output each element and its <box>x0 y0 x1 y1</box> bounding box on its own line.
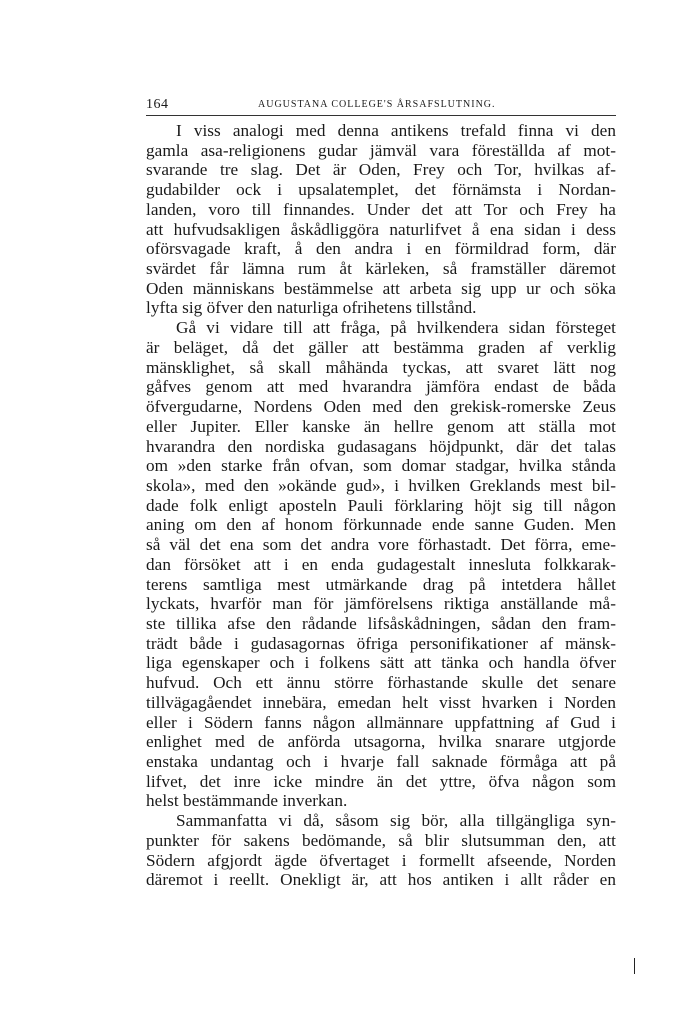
text-line: eller Jupiter. Eller kanske än hellre genom att ställa mot <box>146 416 616 436</box>
text-line: mänsklighet, så skall måhända tyckas, att svaret lätt nog <box>146 357 616 377</box>
text-line: ste tillika afse den rådande lifsåskådningen, sådan den fram- <box>146 613 616 633</box>
text-line: är beläget, då det gäller att bestämma graden af verklig <box>146 337 616 357</box>
text-line: trädt både i gudasagornas öfriga personifikationer af mänsk- <box>146 633 616 653</box>
text-line: gamla asa-religionens gudar jämväl vara föreställda af mot- <box>146 140 616 160</box>
text-line: Södern afgjordt ägde öfvertaget i formellt afseende, Norden <box>146 850 616 870</box>
page-header <box>146 97 616 116</box>
page-number: 164 <box>146 97 169 112</box>
text-line: liga egenskaper och i folkens sätt att tänka och handla öfver <box>146 653 616 673</box>
text-line: enstaka undantag och i hvarje fall saknade förmåga att på <box>146 752 616 771</box>
text-line: helst bestämmande inverkan. <box>146 791 348 811</box>
text-line: punkter för sakens bedömande, så blir slutsumman den, att <box>146 830 616 850</box>
text-line: gudabilder ock i upsalatemplet, det förnämsta i Nordan- <box>146 180 616 200</box>
text-line: om »den starke från ofvan, som domar stadgar, hvilka stånda <box>146 456 616 476</box>
text-line: Oden människans bestämmelse att arbeta sig upp ur och söka <box>146 278 616 298</box>
text-line: så väl det ena som det andra vore förhastadt. Det förra, eme- <box>146 535 616 555</box>
text-line: skola», med den »okände gud», i hvilken Greklands mest bil- <box>146 475 616 495</box>
text-line: lifvet, det inre icke mindre än det yttre, öfva någon som <box>146 771 616 791</box>
text-line: I viss analogi med denna antikens trefald finna vi den <box>176 121 616 140</box>
text-line: gåfves genom att med hvarandra jämföra endast de båda <box>146 377 616 397</box>
text-line: svärdet får lämna rum åt kärleken, så framställer däremot <box>146 259 616 279</box>
text-line: dade folk enligt aposteln Pauli förklaring höjt sig till någon <box>146 495 616 515</box>
running-title: AUGUSTANA COLLEGE'S ÅRSAFSLUTNING. <box>258 99 496 110</box>
text-line: eller i Södern fanns någon allmännare uppfattning af Gud i <box>146 712 616 732</box>
text-line: oförsvagade kraft, å den andra i en förmildrad form, där <box>146 239 616 259</box>
text-line: lyckats, hvarför man för jämförelsens riktiga anställande må- <box>146 594 616 614</box>
text-line: landen, voro till finnandes. Under det att Tor och Frey ha <box>146 199 616 219</box>
text-line: att hufvudsakligen åskådliggöra naturlifvet å ena sidan i dess <box>146 219 616 239</box>
text-line: Gå vi vidare till att fråga, på hvilkendera sidan försteget <box>176 318 616 338</box>
text-line: lyfta sig öfver den naturliga ofrihetens tillstånd. <box>146 298 477 318</box>
text-line: dan försöket att i en enda gudagestalt innesluta folkkarak- <box>146 554 616 574</box>
text-line: öfvergudarne, Nordens Oden med den grekisk-romerske Zeus <box>146 397 616 417</box>
text-line: terens samtliga mest utmärkande drag på intetdera hållet <box>146 574 616 594</box>
text-line: enlighet med de anförda utsagorna, hvilka snarare utgjorde <box>146 732 616 752</box>
text-line: däremot i reellt. Onekligt är, att hos antiken i allt råder en <box>146 870 616 890</box>
text-line: svarande tre slag. Det är Oden, Frey och Tor, hvilkas af- <box>146 160 616 180</box>
body-text <box>146 121 616 890</box>
margin-mark <box>634 958 635 974</box>
text-line: aning om den af honom förkunnade ende sanne Guden. Men <box>146 515 616 535</box>
text-line: tillvägagåendet innebära, emedan helt visst hvarken i Norden <box>146 692 616 712</box>
text-line: Sammanfatta vi då, såsom sig bör, alla tillgängliga syn- <box>176 811 616 831</box>
text-line: hvarandra den nordiska gudasagans höjdpunkt, där det talas <box>146 436 616 456</box>
text-line: hufvud. Och ett ännu större förhastande skulle det senare <box>146 673 616 693</box>
